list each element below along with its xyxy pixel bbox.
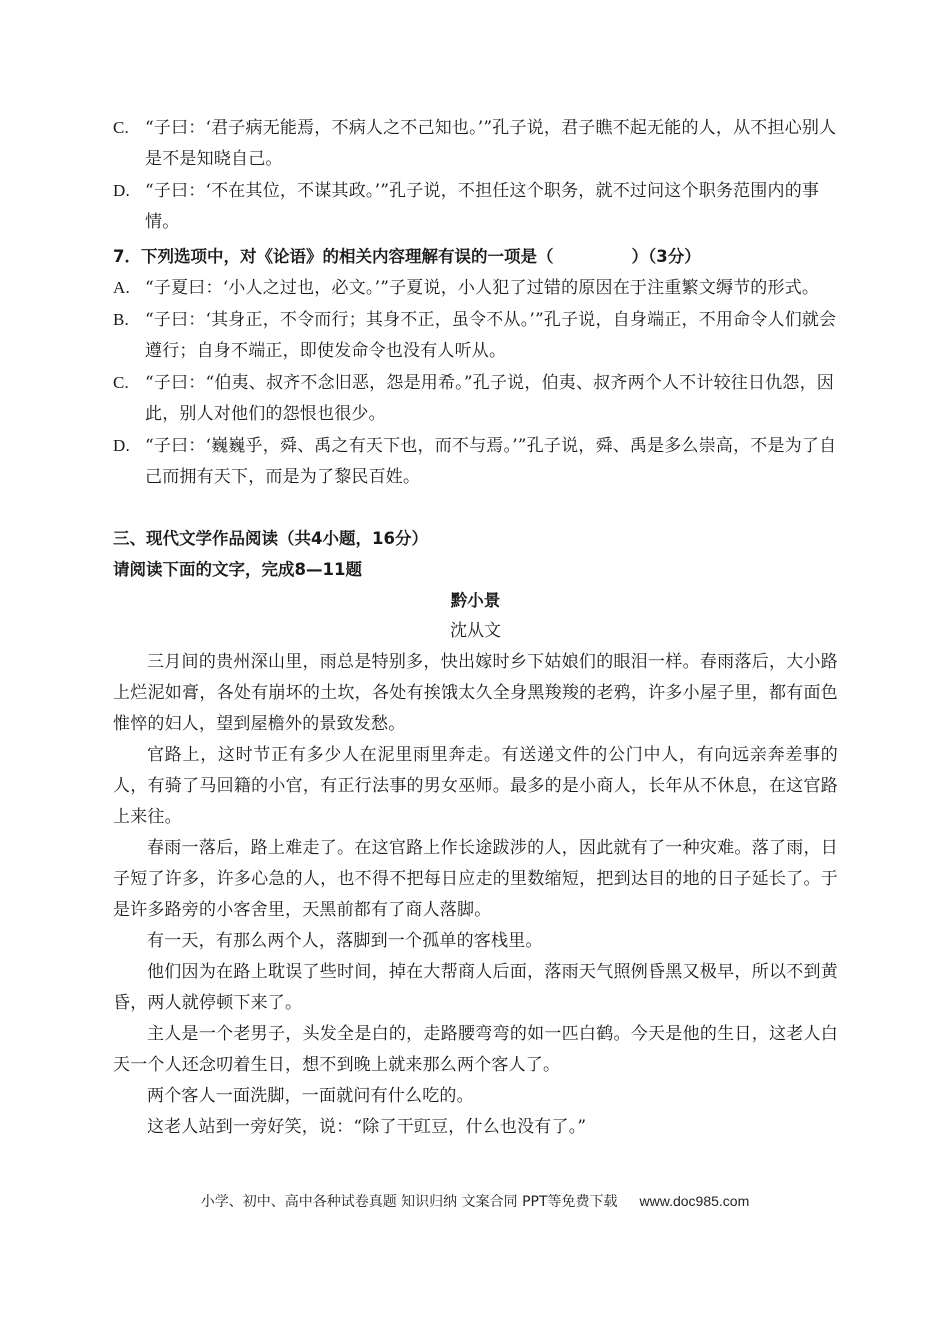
q7-option-d xyxy=(113,430,838,493)
article-paragraph: 官路上，这时节正有多少人在泥里雨里奔走。有送递文件的公门中人，有向远亲奔差事的人，有骑了马回籍的小官，有正行法事的男女巫师。最多的是小商人，长年从不休息，在这官路上来往。 xyxy=(113,745,838,827)
option-text: “子曰：‘其身正，不令而行；其身不正，虽令不从。’”孔子说，自身端正，不用命令人们就会遵行；自身不端正，即使发命令也没有人听从。 xyxy=(145,310,837,361)
q7-option-b xyxy=(113,304,838,367)
footer-text: 小学、初中、高中各种试卷真题 知识归纳 文案合同 PPT等免费下载 xyxy=(200,1194,618,1210)
page-content xyxy=(113,112,838,1143)
option-label: D. xyxy=(113,436,130,455)
question-7-score: ）（3分） xyxy=(631,247,701,266)
option-text: “子曰：“伯夷、叔齐不念旧恶，怨是用希。”孔子说，伯夷、叔齐两个人不计较往日仇怨，因此，别人对他们的怨恨也很少。 xyxy=(145,373,834,424)
article-paragraph: 这老人站到一旁好笑，说：“除了干豇豆，什么也没有了。” xyxy=(147,1117,587,1137)
option-text: “子曰：‘不在其位，不谋其政。’”孔子说，不担任这个职务，就不过问这个职务范围内的事情。 xyxy=(145,181,820,232)
article-paragraph: 三月间的贵州深山里，雨总是特别多，快出嫁时乡下姑娘们的眼泪一样。春雨落后，大小路上烂泥如膏，各处有崩坏的土坎，各处有挨饿太久全身黑羧羧的老鸦，许多小屋子里，都有面色惟悴的妇人，望到屋檐外的景致发愁。 xyxy=(113,652,838,734)
article-author: 沈从文 xyxy=(450,621,501,641)
article-paragraph: 春雨一落后，路上难走了。在这官路上作长途跋涉的人，因此就有了一种灾难。落了雨，日子短了许多，许多心急的人，也不得不把每日应走的里数缩短，把到达目的地的日子延长了。于是许多路旁的小客舍里，天黑前都有了商人落脚。 xyxy=(113,838,838,920)
reading-instruction: 请阅读下面的文字，完成8—11题 xyxy=(113,560,362,579)
option-text: “子夏曰：‘小人之过也，必文。’”子夏说，小人犯了过错的原因在于注重繁文缛节的形式。 xyxy=(145,278,820,298)
option-label: B. xyxy=(113,310,129,329)
article-paragraph: 主人是一个老男子，头发全是白的，走路腰弯弯的如一匹白鹤。今天是他的生日，这老人白天一个人还念叨着生日，想不到晚上就来那么两个客人了。 xyxy=(113,1024,838,1075)
option-text: “子曰：‘巍巍乎，舜、禹之有天下也，而不与焉。’”孔子说，舜、禹是多么崇高，不是为了自己而拥有天下，而是为了黎民百姓。 xyxy=(145,436,837,487)
article-paragraph: 有一天，有那么两个人，落脚到一个孤单的客栈里。 xyxy=(147,931,543,951)
option-text: “子曰：‘君子病无能焉，不病人之不己知也。’”孔子说，君子瞧不起无能的人，从不担心别人是不是知晓自己。 xyxy=(145,118,837,169)
question-7-stem xyxy=(113,241,838,272)
article-paragraph: 他们因为在路上耽误了些时间，掉在大帮商人后面，落雨天气照例昏黑又极早，所以不到黄昏，两人就停顿下来了。 xyxy=(113,962,838,1013)
q7-option-c xyxy=(113,367,838,430)
question-7-text: 7．下列选项中，对《论语》的相关内容理解有误的一项是（ xyxy=(113,247,554,266)
option-label: A. xyxy=(113,278,130,297)
option-label: D. xyxy=(113,181,130,200)
section-heading: 三、现代文学作品阅读（共4小题，16分） xyxy=(113,529,428,548)
option-label: C. xyxy=(113,373,129,392)
q6-option-d xyxy=(113,175,838,238)
article-title: 黔小景 xyxy=(450,591,501,610)
option-label: C. xyxy=(113,118,129,137)
footer-url-link[interactable]: www.doc985.com xyxy=(639,1193,750,1209)
article-paragraph: 两个客人一面洗脚，一面就问有什么吃的。 xyxy=(147,1086,474,1106)
page-footer xyxy=(0,1190,950,1213)
q7-option-a xyxy=(113,272,838,304)
q6-option-c xyxy=(113,112,838,175)
